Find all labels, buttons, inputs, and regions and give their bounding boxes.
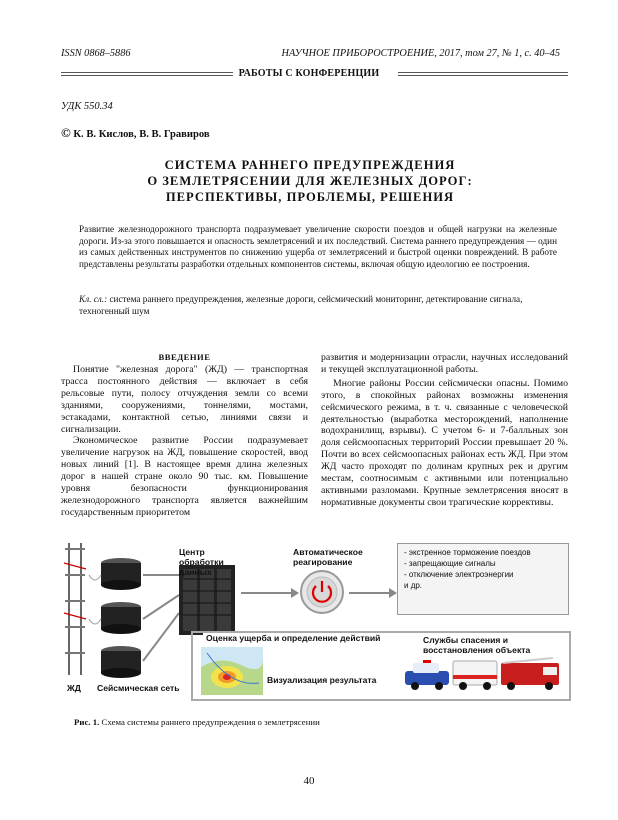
seismometer-icon bbox=[101, 558, 141, 590]
caption-text: Схема системы раннего предупреждения о землетрясении bbox=[101, 717, 320, 727]
author-names: К. В. Кислов, В. В. Гравиров bbox=[73, 129, 210, 140]
keywords-label: Кл. сл.: bbox=[79, 294, 108, 304]
figure-caption bbox=[74, 717, 320, 727]
title-line: ПЕРСПЕКТИВЫ, ПРОБЛЕМЫ, РЕШЕНИЯ bbox=[165, 190, 455, 204]
copyright-symbol: © bbox=[61, 125, 71, 140]
rescue-vehicles bbox=[403, 655, 563, 695]
rail-label: ЖД bbox=[67, 683, 81, 693]
center-label: Центр обработки данных bbox=[179, 547, 224, 577]
paragraph-continuation: развития и модернизации отрасли, научных исследований и текущей эксплуатационной работы. bbox=[321, 352, 568, 375]
visualization-label: Визуализация результата bbox=[267, 675, 377, 685]
arrow-icon bbox=[347, 587, 397, 599]
damage-label: Оценка ущерба и определение действий bbox=[203, 633, 419, 643]
paragraph: Понятие "железная дорога" (ЖД) — транспортная трасса постоянного действия — включает в себя рельсовые пути, полосу отчуждения земли со всеми зданиями, сооружениями, тоннелями, мостами, эстакадами, контактной сетью, линиями связи и сигнализации. bbox=[61, 364, 308, 435]
paper-title bbox=[100, 157, 520, 205]
title-line: СИСТЕМА РАННЕГО ПРЕДУПРЕЖДЕНИЯ bbox=[164, 158, 456, 172]
action-item: и др. bbox=[404, 581, 423, 590]
title-line: О ЗЕМЛЕТРЯСЕНИИ ДЛЯ ЖЕЛЕЗНЫХ ДОРОГ: bbox=[147, 174, 473, 188]
paragraph: Экономическое развитие России подразумевает увеличение нагрузок на ЖД, повышение скоростей, ввод новых линий [1]. В настоящее время длина железных дорог в нашей стране около 90 тыс. км. Повышение уровня безопасности функционирования железнодорожного транспорта является важнейшим государственным приоритетом bbox=[61, 435, 308, 518]
action-item: - экстренное торможение поездов bbox=[404, 548, 531, 557]
page-number: 40 bbox=[303, 775, 315, 787]
arrow-icon bbox=[143, 595, 179, 619]
journal-reference: НАУЧНОЕ ПРИБОРОСТРОЕНИЕ, 2017, том 27, № 1, с. 40–45 bbox=[281, 48, 560, 59]
network-label: Сейсмическая сеть bbox=[97, 683, 180, 693]
journal-issn: ISSN 0868–5886 bbox=[61, 48, 131, 59]
authors bbox=[61, 125, 210, 141]
seismometer-icon bbox=[101, 646, 141, 678]
auto-response-label: Автоматическое реагирование bbox=[293, 547, 363, 567]
police-car-icon bbox=[405, 660, 449, 690]
left-column bbox=[61, 364, 308, 519]
arrow-icon bbox=[239, 587, 299, 599]
railway-icon bbox=[64, 543, 86, 675]
udk-code: УДК 550.34 bbox=[61, 101, 113, 112]
abstract: Развитие железнодорожного транспорта подразумевает увеличение скорости поездов и общей нагрузки на железные дороги. Из-за этого повышается и опасность землетрясений и их последствий. Система раннего предупреждения — один из самых действенных инструментов по снижению ущерба от землетрясений и быстрой оценки повреждений. В работе представлены результаты разработки отдельных компонентов системы, включая общую идеологию ее построения. bbox=[79, 224, 557, 269]
rescue-label: Службы спасения и восстановления объекта bbox=[423, 635, 531, 655]
figure-scheme bbox=[61, 535, 571, 705]
section-title: РАБОТЫ С КОНФЕРЕНЦИИ bbox=[238, 68, 380, 79]
power-button-icon bbox=[299, 569, 345, 615]
paragraph: Многие районы России сейсмически опасны. Помимо этого, в спокойных районах возможны изменения сейсмического режима, в т. ч. связанные с человеческой деятельностью (выработка месторождений, наполнение водохранилищ, взрывы). С учетом 6- и 7-балльных зон доля сейсмоопасных территорий России превышает 20 %. Почти во всех сейсмоопасных районах есть ЖД. При этом ЖД часто проходят по долинам крупных рек и другим местам, соотносимым с активными или потенциально активными разломами. Крупные землетрясения вносят в нормативные документы свои трагические коррективы. bbox=[321, 377, 568, 508]
caption-label: Рис. 1. bbox=[74, 717, 100, 727]
right-column bbox=[321, 352, 568, 509]
action-item: - отключение электроэнергии bbox=[404, 570, 514, 579]
seismometer-icon bbox=[101, 602, 141, 634]
actions-list bbox=[397, 543, 569, 615]
keywords-text: система раннего предупреждения, железные дороги, сейсмический мониторинг, детектирование сигнала, техногенный шум bbox=[79, 294, 523, 316]
map-icon bbox=[201, 647, 263, 695]
arrow-icon bbox=[143, 613, 179, 661]
keywords bbox=[79, 294, 557, 317]
ambulance-icon bbox=[453, 661, 497, 690]
intro-heading: ВВЕДЕНИЕ bbox=[158, 352, 211, 362]
section-rule-right-2 bbox=[398, 75, 568, 76]
section-rule-right bbox=[398, 72, 568, 73]
action-item: - запрещающие сигналы bbox=[404, 559, 496, 568]
fire-truck-icon bbox=[501, 658, 559, 690]
